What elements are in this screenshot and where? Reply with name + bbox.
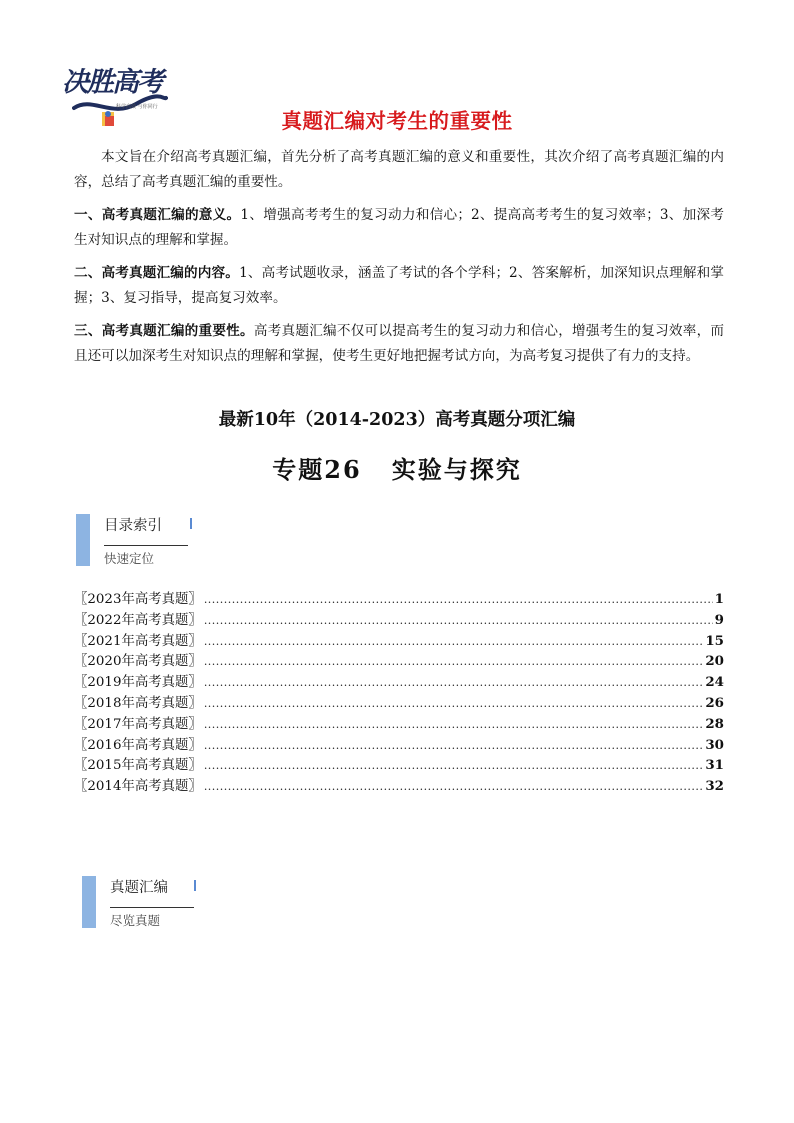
point-3-head: 三、高考真题汇编的重要性。 xyxy=(74,323,254,339)
topic-name: 实验与探究 xyxy=(391,455,522,484)
toc-row[interactable]: 〖2022年高考真题〗 ..... 9 xyxy=(74,609,724,630)
section-bar xyxy=(76,514,90,566)
topic-title xyxy=(0,450,794,485)
page-title: 真题汇编对考生的重要性 xyxy=(281,109,513,133)
point-2-head: 二、高考真题汇编的内容。 xyxy=(74,265,240,281)
section-marker xyxy=(190,518,192,529)
point-2-body: 1、高考试题收录，涵盖了考试的各个学科；2、答案解析，加深知识点理解和掌握；3、复习指导，提高复习效率。 xyxy=(74,265,725,306)
toc-row[interactable]: 〖2015年高考真题〗 ..... 31 xyxy=(74,754,724,775)
toc-row[interactable]: 〖2023年高考真题〗 ..... 1 xyxy=(74,588,724,609)
collection-subtitle: 最新10年（2014-2023）高考真题分项汇编 xyxy=(218,410,576,430)
point-2 xyxy=(74,261,724,311)
point-1-head: 一、高考真题汇编的意义。 xyxy=(74,207,241,223)
toc-row[interactable]: 〖2014年高考真题〗 ..... 32 xyxy=(74,775,724,796)
toc-section-title: 目录索引 xyxy=(104,518,162,534)
toc-row[interactable]: 〖2018年高考真题〗 ..... 26 xyxy=(74,692,724,713)
topic-number: 专题26 xyxy=(272,455,362,484)
point-1 xyxy=(74,203,724,253)
intro-paragraph: 本文旨在介绍高考真题汇编，首先分析了高考真题汇编的意义和重要性，其次介绍了高考真题汇编的内容，总结了高考真题汇编的重要性。 xyxy=(74,149,724,190)
point-3 xyxy=(74,319,724,369)
section-underline xyxy=(104,545,188,546)
toc-section-subtitle: 快速定位 xyxy=(104,551,155,566)
logo-small-text: 科学高效 与你同行 xyxy=(116,104,158,110)
compile-section-title: 真题汇编 xyxy=(110,880,168,896)
compile-section-subtitle: 尽览真题 xyxy=(110,913,161,928)
toc-row[interactable]: 〖2016年高考真题〗 ..... 30 xyxy=(74,734,724,755)
point-3-body: 高考真题汇编不仅可以提高考生的复习动力和信心，增强考生的复习效率，而且还可以加深考生对知识点的理解和掌握，使考生更好地把握考试方向，为高考复习提供了有力的支持。 xyxy=(74,323,725,364)
section-underline xyxy=(110,907,194,908)
section-bar xyxy=(82,876,96,928)
section-marker xyxy=(194,880,196,891)
toc-row[interactable]: 〖2019年高考真题〗 ..... 24 xyxy=(74,671,724,692)
point-1-body: 1、增强高考考生的复习动力和信心；2、提高高考考生的复习效率；3、加深考生对知识点的理解和掌握。 xyxy=(74,207,725,248)
logo-text: 决胜高考 xyxy=(62,67,162,98)
toc-row[interactable]: 〖2017年高考真题〗 ..... 28 xyxy=(74,713,724,734)
table-of-contents xyxy=(74,588,724,796)
toc-row[interactable]: 〖2020年高考真题〗 ..... 20 xyxy=(74,650,724,671)
toc-row[interactable]: 〖2021年高考真题〗 ..... 15 xyxy=(74,630,724,651)
